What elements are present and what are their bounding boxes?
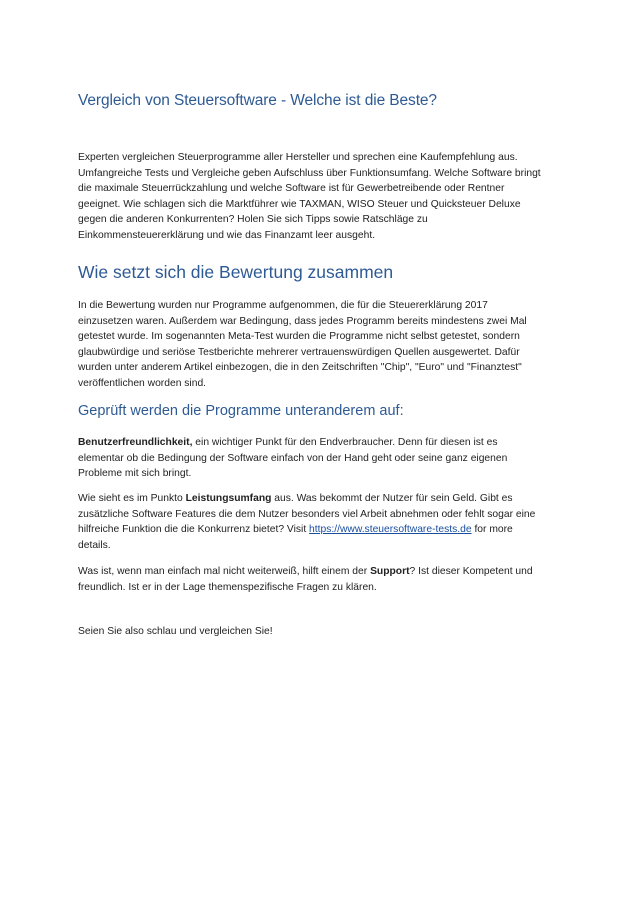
features-line: details.	[78, 539, 111, 551]
closing-line: Seien Sie also schlau und vergleichen Sie!	[78, 626, 273, 637]
usability-keyword: Benutzerfreundlichkeit,	[78, 437, 193, 448]
usability-text: ein wichtiger Punkt für den Endverbraucher. Denn für diesen ist es	[192, 437, 498, 448]
intro-paragraph	[78, 150, 568, 244]
page-title: Vergleich von Steuersoftware - Welche ist die Beste?	[78, 92, 437, 109]
features-text: hilfreiche Funktion die die Konkurrenz bietet? Visit	[78, 524, 310, 536]
support-line	[78, 564, 568, 580]
usability-line	[78, 435, 568, 451]
rating-line: getestet wurde. Im sogenannten Meta-Test wurden die Programme nicht selbst getestet, sondern	[78, 331, 520, 343]
features-line	[78, 491, 568, 507]
intro-line: die maximale Steuerrückzahlung und welche Software ist für Gewerbetreibende oder Rentner	[78, 183, 505, 195]
features-text: aus. Was bekommt der Nutzer für sein Geld. Gibt es	[271, 493, 513, 504]
rating-line: glaubwürdige und seriöse Testberichte mehrerer vertrauenswürdigen Quellen ausgewertet. Dafür	[78, 346, 520, 358]
rating-line: einzusetzen waren. Außerdem war Bedingung, dass jedes Programm bereits mindestens zwei Mal	[78, 315, 527, 327]
closing-paragraph	[78, 624, 568, 640]
section-heading: Wie setzt sich die Bewertung zusammen	[78, 262, 394, 282]
support-keyword: Support	[370, 566, 410, 577]
rating-line: In die Bewertung wurden nur Programme aufgenommen, die für die Steuererklärung 2017	[78, 300, 488, 311]
support-text: ? Ist dieser Kompetent und	[409, 566, 533, 577]
intro-line: gegen die anderen Konkurrenten? Holen Sie sich Tipps sowie Ratschläge zu	[78, 214, 428, 226]
rating-line: veröffentlichen worden sind.	[78, 377, 207, 389]
rating-line: wurden unter anderem Artikel einbezogen, die in den Zeitschriften "Chip", "Euro" und "Finanztest"	[78, 362, 522, 374]
intro-line: Experten vergleichen Steuerprogramme aller Hersteller und sprechen eine Kaufempfehlung aus.	[78, 152, 518, 163]
usability-line: Probleme mit sich bringt.	[78, 468, 192, 480]
features-line	[78, 522, 568, 538]
intro-line: Umfangreiche Tests und Vergleiche geben Aufschluss über Funktionsumfang. Welche Software bringt	[78, 167, 541, 179]
usability-line: elementar ob die Bedingung der Software einfach von der Hand geht oder seine ganz eigenen	[78, 452, 508, 464]
features-line: zusätzliche Software Features die dem Nutzer besonders viel Arbeit abnehmen oder fehlt sogar eine	[78, 508, 536, 520]
support-text: Was ist, wenn man einfach mal nicht weiterweiß, hilft einem der	[78, 566, 371, 577]
website-link[interactable]: https://www.steuersoftware-tests.de	[309, 524, 472, 536]
rating-paragraph	[78, 298, 568, 392]
features-keyword: Leistungsumfang	[185, 493, 272, 504]
features-text: Wie sieht es im Punkto	[78, 493, 186, 504]
subheading: Geprüft werden die Programme unteranderem auf:	[78, 403, 404, 419]
features-text: for more	[471, 524, 513, 536]
intro-line: Einkommensteuererklärung und wie das Finanzamt leer ausgeht.	[78, 229, 376, 241]
support-line: freundlich. Ist er in der Lage themenspezifische Fragen zu klären.	[78, 581, 377, 593]
intro-line: geeignet. Wie schlagen sich die Marktführer wie TAXMAN, WISO Steuer und Quicksteuer Deluxe	[78, 198, 521, 210]
support-paragraph	[78, 564, 568, 595]
features-paragraph	[78, 491, 568, 553]
usability-paragraph	[78, 435, 568, 482]
